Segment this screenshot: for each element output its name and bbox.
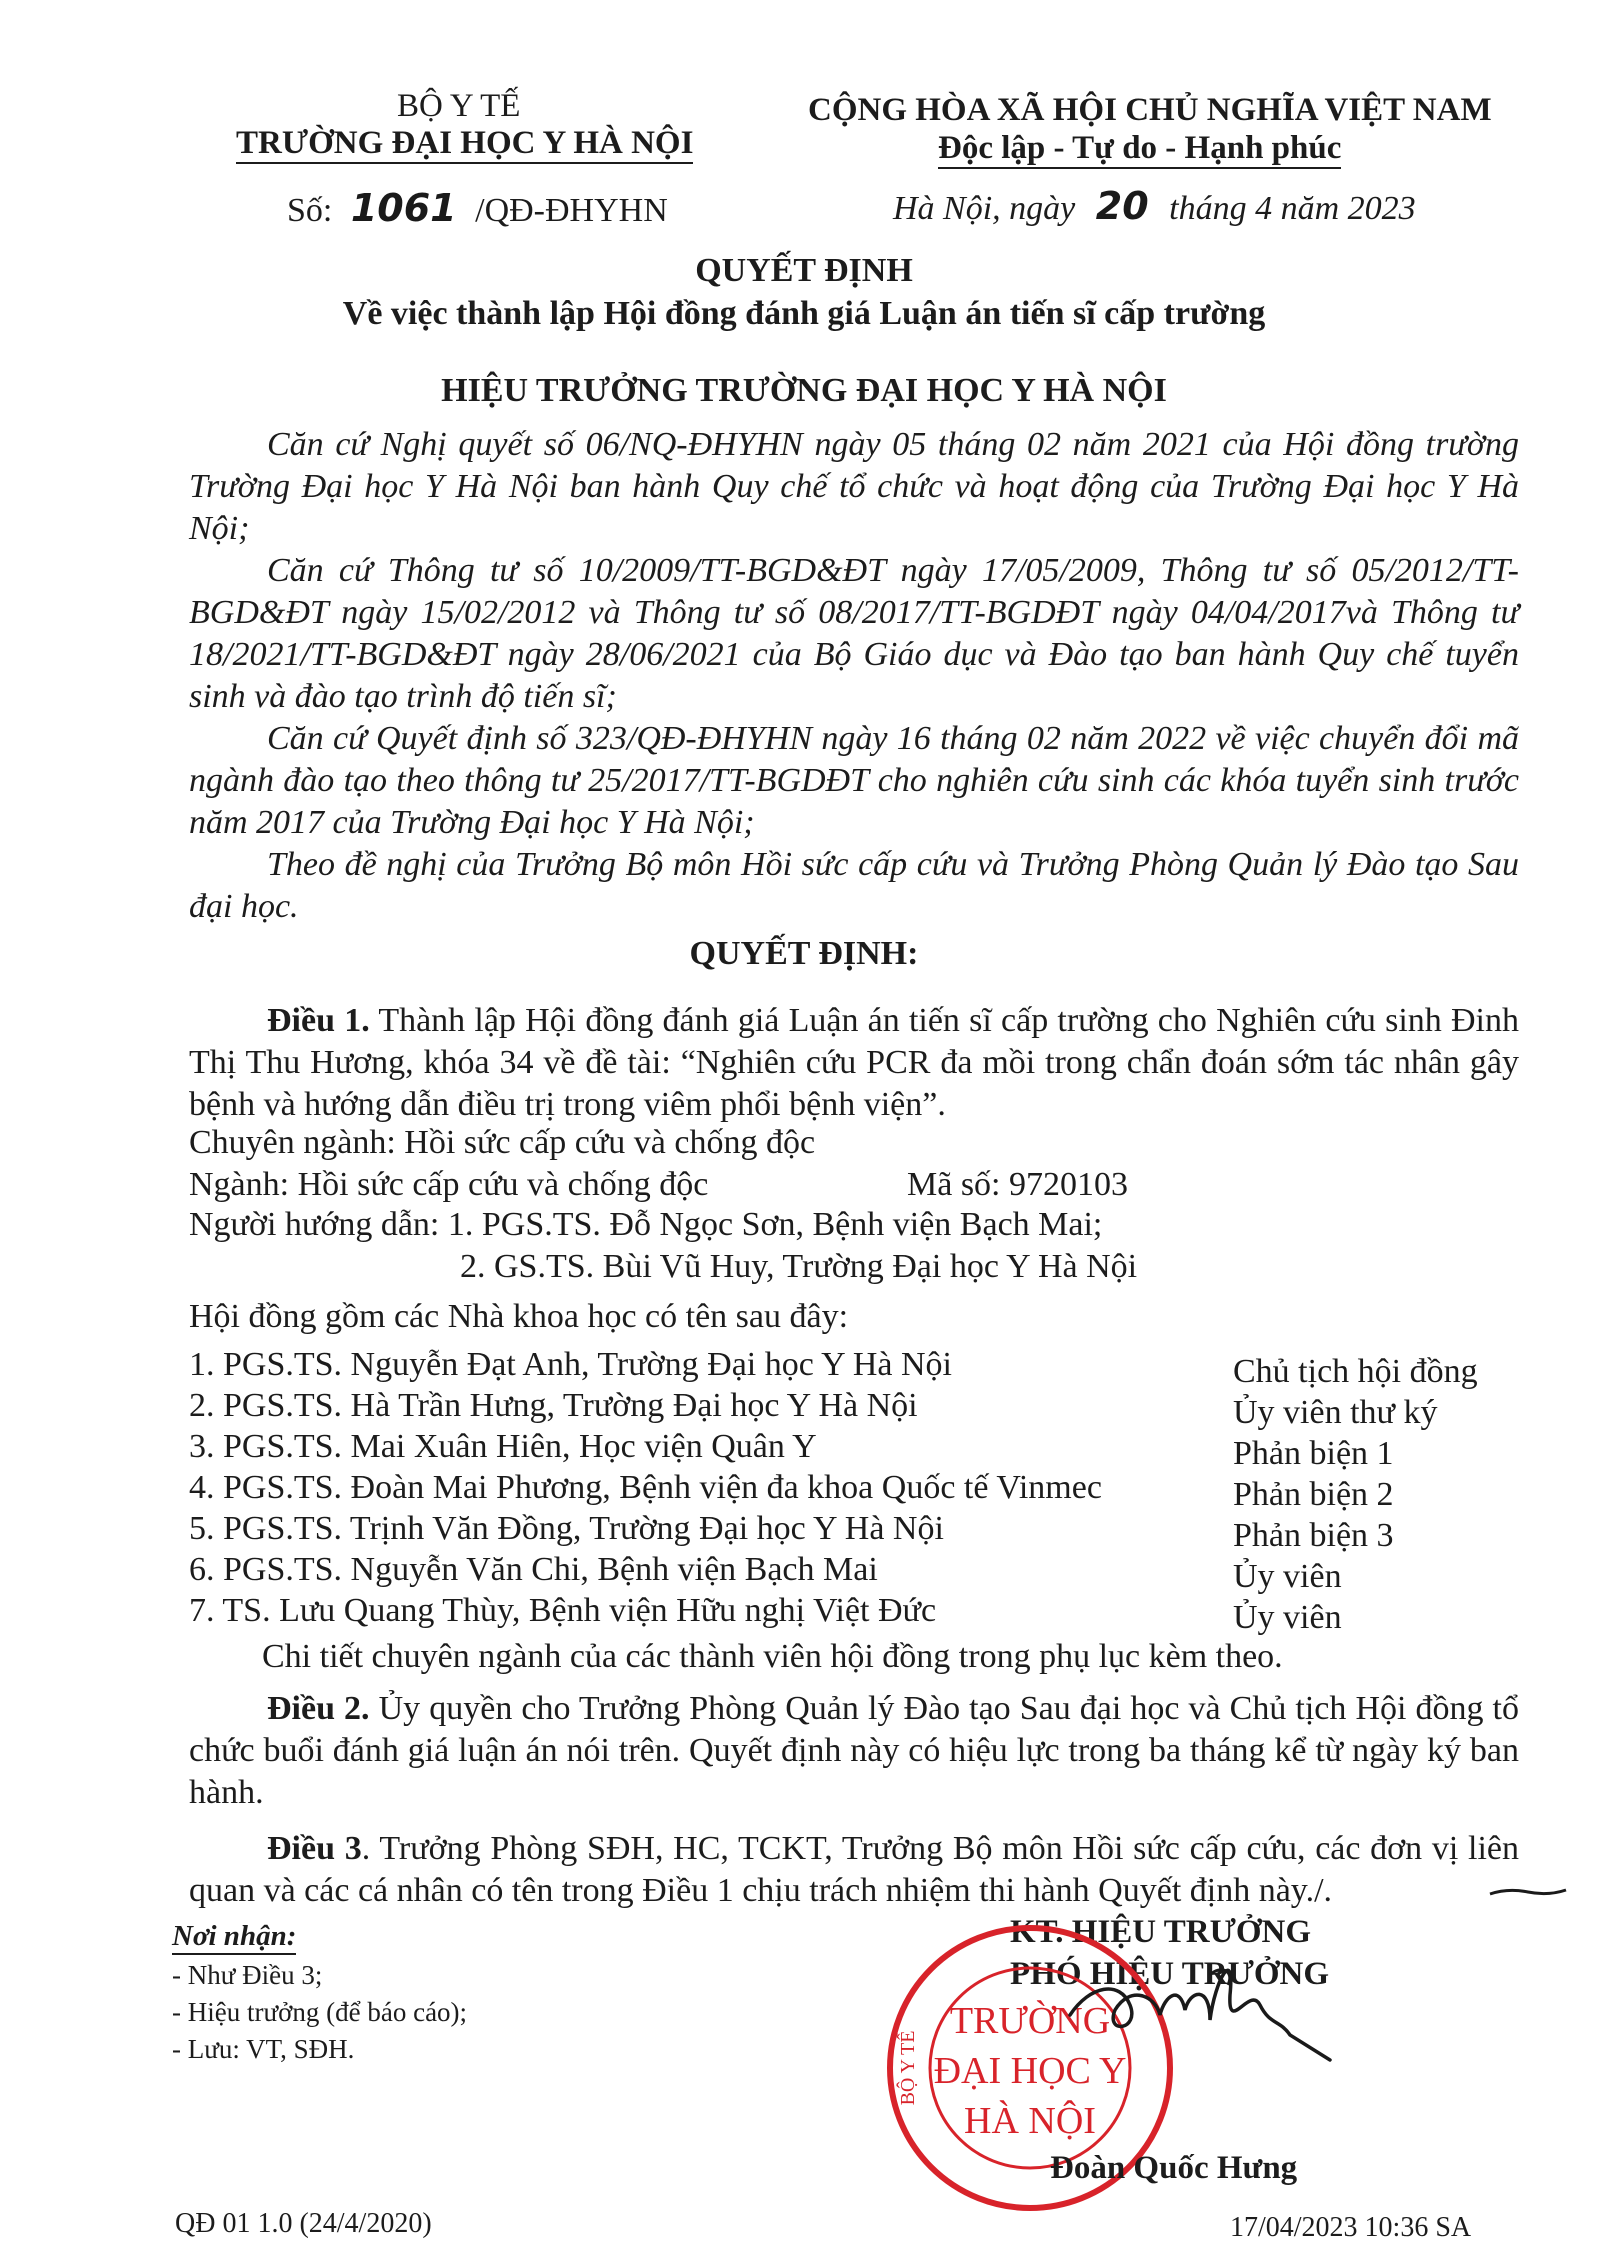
- document-number: [287, 186, 668, 230]
- seal-side-text: BỘ Y TẾ: [897, 2030, 919, 2106]
- signature-on-behalf: KT. HIỆU TRƯỞNG: [1010, 1914, 1312, 1950]
- preamble-1-text: Căn cứ Nghị quyết số 06/NQ-ĐHYHN ngày 05 tháng 02 năm 2021 của Hội đồng trường Trường Đại học Y Hà Nội ban hành Quy chế tổ chức và hoạt động của Trường Đại học Y Hà Nội;: [189, 426, 1519, 547]
- recipients-heading-text: Nơi nhận:: [172, 1920, 296, 1955]
- article-1-label: Điều 1.: [267, 1002, 370, 1039]
- council-role: Ủy viên thư ký: [1233, 1394, 1438, 1431]
- preamble-3: [189, 718, 1519, 844]
- specialty: Chuyên ngành: Hồi sức cấp cứu và chống độc: [189, 1124, 816, 1161]
- council-member: 3. PGS.TS. Mai Xuân Hiên, Học viện Quân Y: [189, 1428, 817, 1465]
- number-prefix: Số:: [287, 192, 333, 229]
- supervisor-label: Người hướng dẫn:: [189, 1206, 440, 1243]
- council-role: Phản biện 2: [1233, 1476, 1394, 1513]
- decision-subject: Về việc thành lập Hội đồng đánh giá Luận án tiến sĩ cấp trường: [342, 295, 1266, 332]
- recipient-item: - Lưu: VT, SĐH.: [172, 2034, 355, 2064]
- form-code: QĐ 01 1.0 (24/4/2020): [175, 2208, 432, 2239]
- supervisor-2: 2. GS.TS. Bùi Vũ Huy, Trường Đại học Y Hà Nội: [460, 1248, 1138, 1285]
- decision-title: QUYẾT ĐỊNH: [695, 252, 913, 289]
- issuer-title: HIỆU TRƯỞNG TRƯỜNG ĐẠI HỌC Y HÀ NỘI: [441, 372, 1167, 409]
- article-2: [189, 1688, 1519, 1814]
- preamble-1: [189, 424, 1519, 550]
- seal-line-3: HÀ NỘI: [964, 2100, 1096, 2142]
- seal-line-2: ĐẠI HỌC Y: [933, 2050, 1127, 2092]
- field-code: Mã số: 9720103: [907, 1166, 1128, 1203]
- signature-title: PHÓ HIỆU TRƯỞNG: [1010, 1956, 1330, 1992]
- article-3-label: Điều 3: [267, 1830, 362, 1867]
- field: Ngành: Hồi sức cấp cứu và chống độc: [189, 1166, 709, 1203]
- article-1-text: Thành lập Hội đồng đánh giá Luận án tiến sĩ cấp trường cho Nghiên cứu sinh Đinh Thị Thu Hương, khóa 34 về đề tài: “Nghiên cứu PCR đa mồi trong chẩn đoán sớm tác nhân gây bệnh và hướng dẫn điều trị trong viêm phổi bệnh viện”.: [189, 1002, 1520, 1123]
- council-role: Ủy viên: [1233, 1599, 1342, 1636]
- decides-heading: QUYẾT ĐỊNH:: [689, 935, 919, 972]
- supervisors: [189, 1206, 1102, 1244]
- handwritten-signature: [1060, 1925, 1340, 2075]
- council-member: 5. PGS.TS. Trịnh Văn Đồng, Trường Đại học Y Hà Nội: [189, 1510, 944, 1547]
- date-prefix: Hà Nội, ngày: [893, 190, 1076, 227]
- council-role: Phản biện 1: [1233, 1435, 1394, 1472]
- end-mark-stroke: [1488, 1882, 1568, 1902]
- motto-text: Độc lập - Tự do - Hạnh phúc: [938, 130, 1341, 169]
- date-suffix: tháng 4 năm 2023: [1169, 190, 1416, 227]
- number-suffix: /QĐ-ĐHYHN: [475, 192, 668, 229]
- council-member: 2. PGS.TS. Hà Trần Hưng, Trường Đại học Y Hà Nội: [189, 1387, 918, 1424]
- preamble-2: [189, 550, 1519, 718]
- council-role: Chủ tịch hội đồng: [1233, 1353, 1478, 1390]
- supervisor-1: 1. PGS.TS. Đỗ Ngọc Sơn, Bệnh viện Bạch Mai;: [447, 1206, 1103, 1243]
- preamble-4: [189, 844, 1519, 928]
- article-2-label: Điều 2.: [267, 1690, 370, 1727]
- university-name-text: TRƯỜNG ĐẠI HỌC Y HÀ NỘI: [236, 125, 693, 164]
- preamble-3-text: Căn cứ Quyết định số 323/QĐ-ĐHYHN ngày 16 tháng 02 năm 2022 về việc chuyển đổi mã ngành đào tạo theo thông tư 25/2017/TT-BGDĐT cho nghiên cứu sinh các khóa tuyển sinh trước năm 2017 của Trường Đại học Y Hà Nội;: [189, 720, 1519, 841]
- council-member: 6. PGS.TS. Nguyễn Văn Chi, Bệnh viện Bạch Mai: [189, 1551, 878, 1588]
- issue-date: [893, 184, 1416, 228]
- recipient-item: - Hiệu trưởng (để báo cáo);: [172, 1997, 468, 2027]
- handwritten-day: 20: [1095, 184, 1149, 228]
- motto: [938, 130, 1341, 167]
- country-name: CỘNG HÒA XÃ HỘI CHỦ NGHĨA VIỆT NAM: [808, 92, 1492, 128]
- council-member: 1. PGS.TS. Nguyễn Đạt Anh, Trường Đại học Y Hà Nội: [189, 1346, 953, 1383]
- university-name: [236, 125, 693, 162]
- seal-line-1: TRƯỜNG: [949, 2000, 1111, 2042]
- recipient-item: - Như Điều 3;: [172, 1960, 323, 1990]
- recipients-heading: [172, 1920, 296, 1953]
- article-3-text: . Trưởng Phòng SĐH, HC, TCKT, Trưởng Bộ môn Hồi sức cấp cứu, các đơn vị liên quan và các cá nhân có tên trong Điều 1 chịu trách nhiệm thi hành Quyết định này./.: [189, 1830, 1520, 1909]
- signer-name: Đoàn Quốc Hưng: [1050, 2150, 1298, 2186]
- council-role: Phản biện 3: [1233, 1517, 1394, 1554]
- ministry-name: BỘ Y TẾ: [397, 88, 521, 124]
- council-role: Ủy viên: [1233, 1558, 1342, 1595]
- handwritten-number: 1061: [350, 186, 457, 230]
- article-3: [189, 1828, 1519, 1912]
- council-intro: Hội đồng gồm các Nhà khoa học có tên sau đây:: [189, 1298, 849, 1335]
- council-member: 7. TS. Lưu Quang Thùy, Bệnh viện Hữu nghị Việt Đức: [189, 1592, 937, 1629]
- preamble-2-text: Căn cứ Thông tư số 10/2009/TT-BGD&ĐT ngày 17/05/2009, Thông tư số 05/2012/TT-BGD&ĐT ngày 15/02/2012 và Thông tư số 08/2017/TT-BGDĐT ngày 04/04/2017và Thông tư 18/2021/TT-BGD&ĐT ngày 28/06/2021 của Bộ Giáo dục và Đào tạo ban hành Quy chế tuyển sinh và đào tạo trình độ tiến sĩ;: [189, 552, 1519, 715]
- article-1: [189, 1000, 1519, 1126]
- council-member: 4. PGS.TS. Đoàn Mai Phương, Bệnh viện đa khoa Quốc tế Vinmec: [189, 1469, 1102, 1506]
- print-timestamp: 17/04/2023 10:36 SA: [1230, 2212, 1472, 2243]
- appendix-note: Chi tiết chuyên ngành của các thành viên hội đồng trong phụ lục kèm theo.: [262, 1638, 1283, 1675]
- article-2-text: Ủy quyền cho Trưởng Phòng Quản lý Đào tạo Sau đại học và Chủ tịch Hội đồng tổ chức buổi đánh giá luận án nói trên. Quyết định này có hiệu lực trong ba tháng kể từ ngày ký ban hành.: [189, 1690, 1520, 1811]
- preamble-4-text: Theo đề nghị của Trưởng Bộ môn Hồi sức cấp cứu và Trưởng Phòng Quản lý Đào tạo Sau đại học.: [189, 846, 1519, 925]
